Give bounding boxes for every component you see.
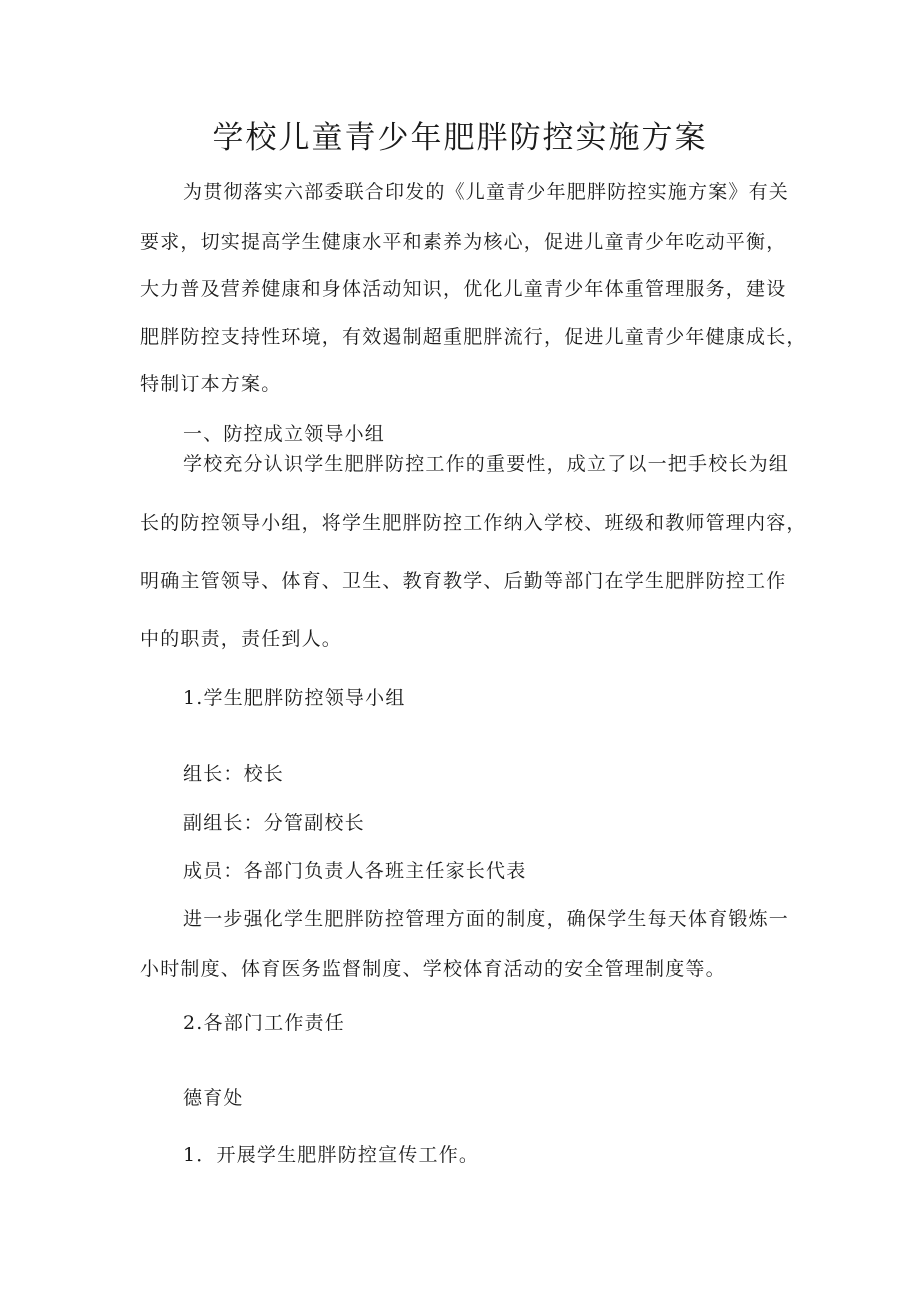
intro-line-3: 大力普及营养健康和身体活动知识，优化儿童青少年体重管理服务，建设: [140, 278, 787, 300]
dept-item-1: 1．开展学生肥胖防控宣传工作。: [183, 1144, 480, 1166]
vice-leader-line: 副组长：分管副校长: [183, 812, 365, 834]
dept-name: 德育处: [183, 1087, 244, 1109]
section1-line-3: 明确主管领导、体育、卫生、教育教学、后勤等部门在学生肥胖防控工作: [140, 570, 787, 592]
section1-line-1: 学校充分认识学生肥胖防控工作的重要性，成立了以一把手校长为组: [183, 453, 790, 475]
section1-heading: 一、防控成立领导小组: [183, 423, 386, 445]
intro-line-5: 特制订本方案。: [140, 373, 282, 395]
intro-line-2: 要求，切实提高学生健康水平和素养为核心，促进儿童青少年吃动平衡，: [140, 231, 787, 253]
sub1-heading: 1.学生肥胖防控领导小组: [183, 687, 406, 709]
intro-line-4: 肥胖防控支持性环境，有效遏制超重肥胖流行，促进儿童青少年健康成长，: [140, 326, 807, 348]
section1-line-2: 长的防控领导小组，将学生肥胖防控工作纳入学校、班级和教师管理内容，: [140, 512, 807, 534]
document-title: 学校儿童青少年肥胖防控实施方案: [212, 120, 708, 156]
leader-line: 组长：校长: [183, 763, 285, 785]
section1-line-4: 中的职责，责任到人。: [140, 628, 343, 650]
intro-line-1: 为贯彻落实六部委联合印发的《儿童青少年肥胖防控实施方案》有关: [183, 181, 790, 203]
sub2-heading: 2.各部门工作责任: [183, 1012, 345, 1034]
system-line-2: 小时制度、体育医务监督制度、学校体育活动的安全管理制度等。: [140, 958, 726, 980]
members-line: 成员：各部门负责人各班主任家长代表: [183, 860, 527, 882]
system-line-1: 进一步强化学生肥胖防控管理方面的制度，确保学生每天体育锻炼一: [183, 908, 790, 930]
